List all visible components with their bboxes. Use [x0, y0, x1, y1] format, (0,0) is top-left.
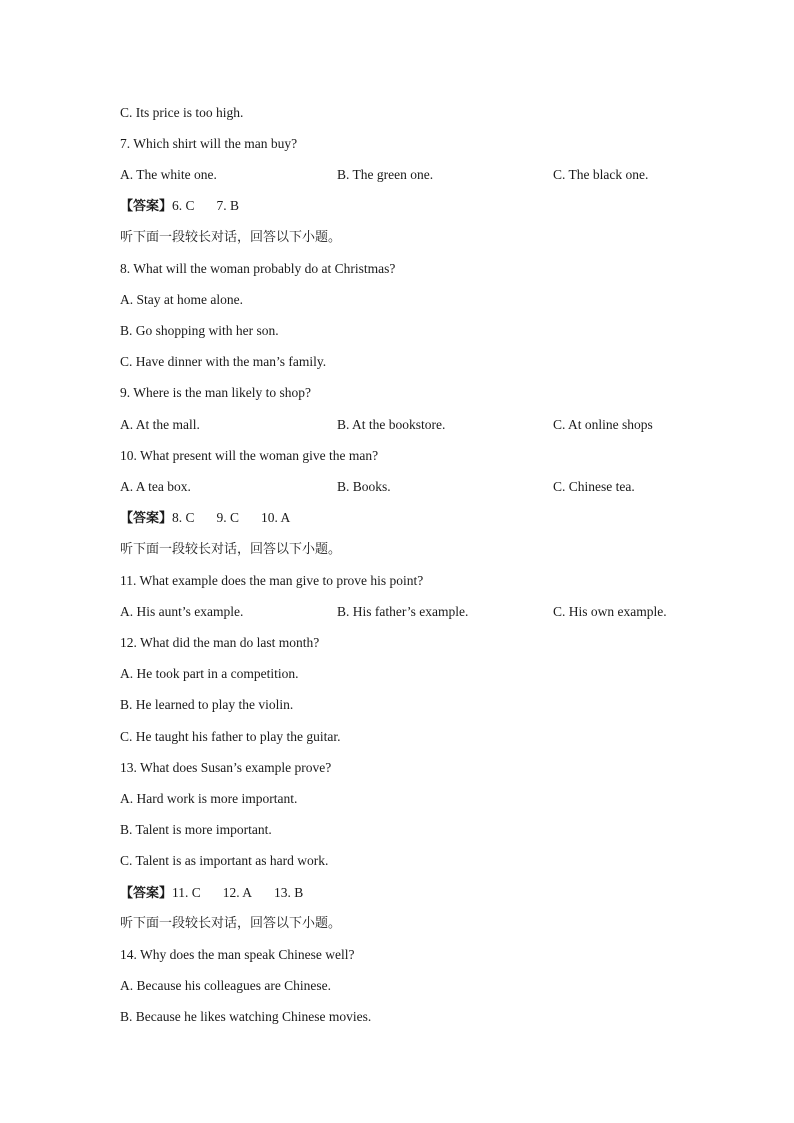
q8-option-b: B. Go shopping with her son.	[120, 323, 279, 338]
q7-option-b: B. The green one.	[337, 167, 434, 182]
q12-option-a: A. He took part in a competition.	[120, 666, 299, 681]
q8-option-c: C. Have dinner with the man’s family.	[120, 354, 327, 369]
instruction-2: 听下面一段较长对话，回答以下小题。	[120, 542, 342, 557]
answer-block-2	[120, 510, 290, 527]
question-13: 13. What does Susan’s example prove?	[120, 760, 332, 775]
q10-option-b: B. Books.	[337, 479, 391, 494]
q11-option-c: C. His own example.	[553, 604, 667, 619]
answer-7: 7. B	[216, 198, 240, 213]
instruction-3: 听下面一段较长对话，回答以下小题。	[120, 916, 342, 931]
answer-10: 10. A	[261, 510, 291, 525]
answer-12: 12. A	[222, 885, 253, 900]
q10-option-c: C. Chinese tea.	[553, 479, 635, 494]
q7-option-c: C. The black one.	[553, 167, 649, 182]
q9-option-c: C. At online shops	[553, 417, 653, 432]
question-11: 11. What example does the man give to prove his point?	[120, 573, 424, 588]
answer-label: 【答案】	[120, 199, 173, 214]
q13-option-b: B. Talent is more important.	[120, 822, 272, 837]
q13-option-c: C. Talent is as important as hard work.	[120, 853, 329, 868]
answer-9: 9. C	[216, 510, 240, 525]
q9-option-b: B. At the bookstore.	[337, 417, 446, 432]
q11-option-b: B. His father’s example.	[337, 604, 469, 619]
answer-block-3	[120, 885, 303, 902]
q9-option-a: A. At the mall.	[120, 417, 200, 432]
question-8: 8. What will the woman probably do at Christmas?	[120, 261, 396, 276]
q6-option-c: C. Its price is too high.	[120, 105, 244, 120]
answer-8: 8. C	[172, 510, 195, 525]
q11-option-a: A. His aunt’s example.	[120, 604, 244, 619]
instruction-1: 听下面一段较长对话，回答以下小题。	[120, 230, 342, 245]
answer-13: 13. B	[274, 885, 304, 900]
question-9: 9. Where is the man likely to shop?	[120, 385, 311, 400]
q8-option-a: A. Stay at home alone.	[120, 292, 243, 307]
question-14: 14. Why does the man speak Chinese well?	[120, 947, 355, 962]
answer-label: 【答案】	[120, 511, 173, 526]
q14-option-a: A. Because his colleagues are Chinese.	[120, 978, 332, 993]
q13-option-a: A. Hard work is more important.	[120, 791, 298, 806]
q7-option-a: A. The white one.	[120, 167, 217, 182]
question-10: 10. What present will the woman give the man?	[120, 448, 379, 463]
answer-6: 6. C	[172, 198, 195, 213]
answer-label: 【答案】	[120, 886, 173, 901]
question-7: 7. Which shirt will the man buy?	[120, 136, 298, 151]
answer-11: 11. C	[172, 885, 201, 900]
q12-option-b: B. He learned to play the violin.	[120, 697, 294, 712]
q14-option-b: B. Because he likes watching Chinese movies.	[120, 1009, 372, 1024]
q12-option-c: C. He taught his father to play the guitar.	[120, 729, 341, 744]
q10-option-a: A. A tea box.	[120, 479, 191, 494]
question-12: 12. What did the man do last month?	[120, 635, 320, 650]
answer-block-1	[120, 198, 239, 215]
